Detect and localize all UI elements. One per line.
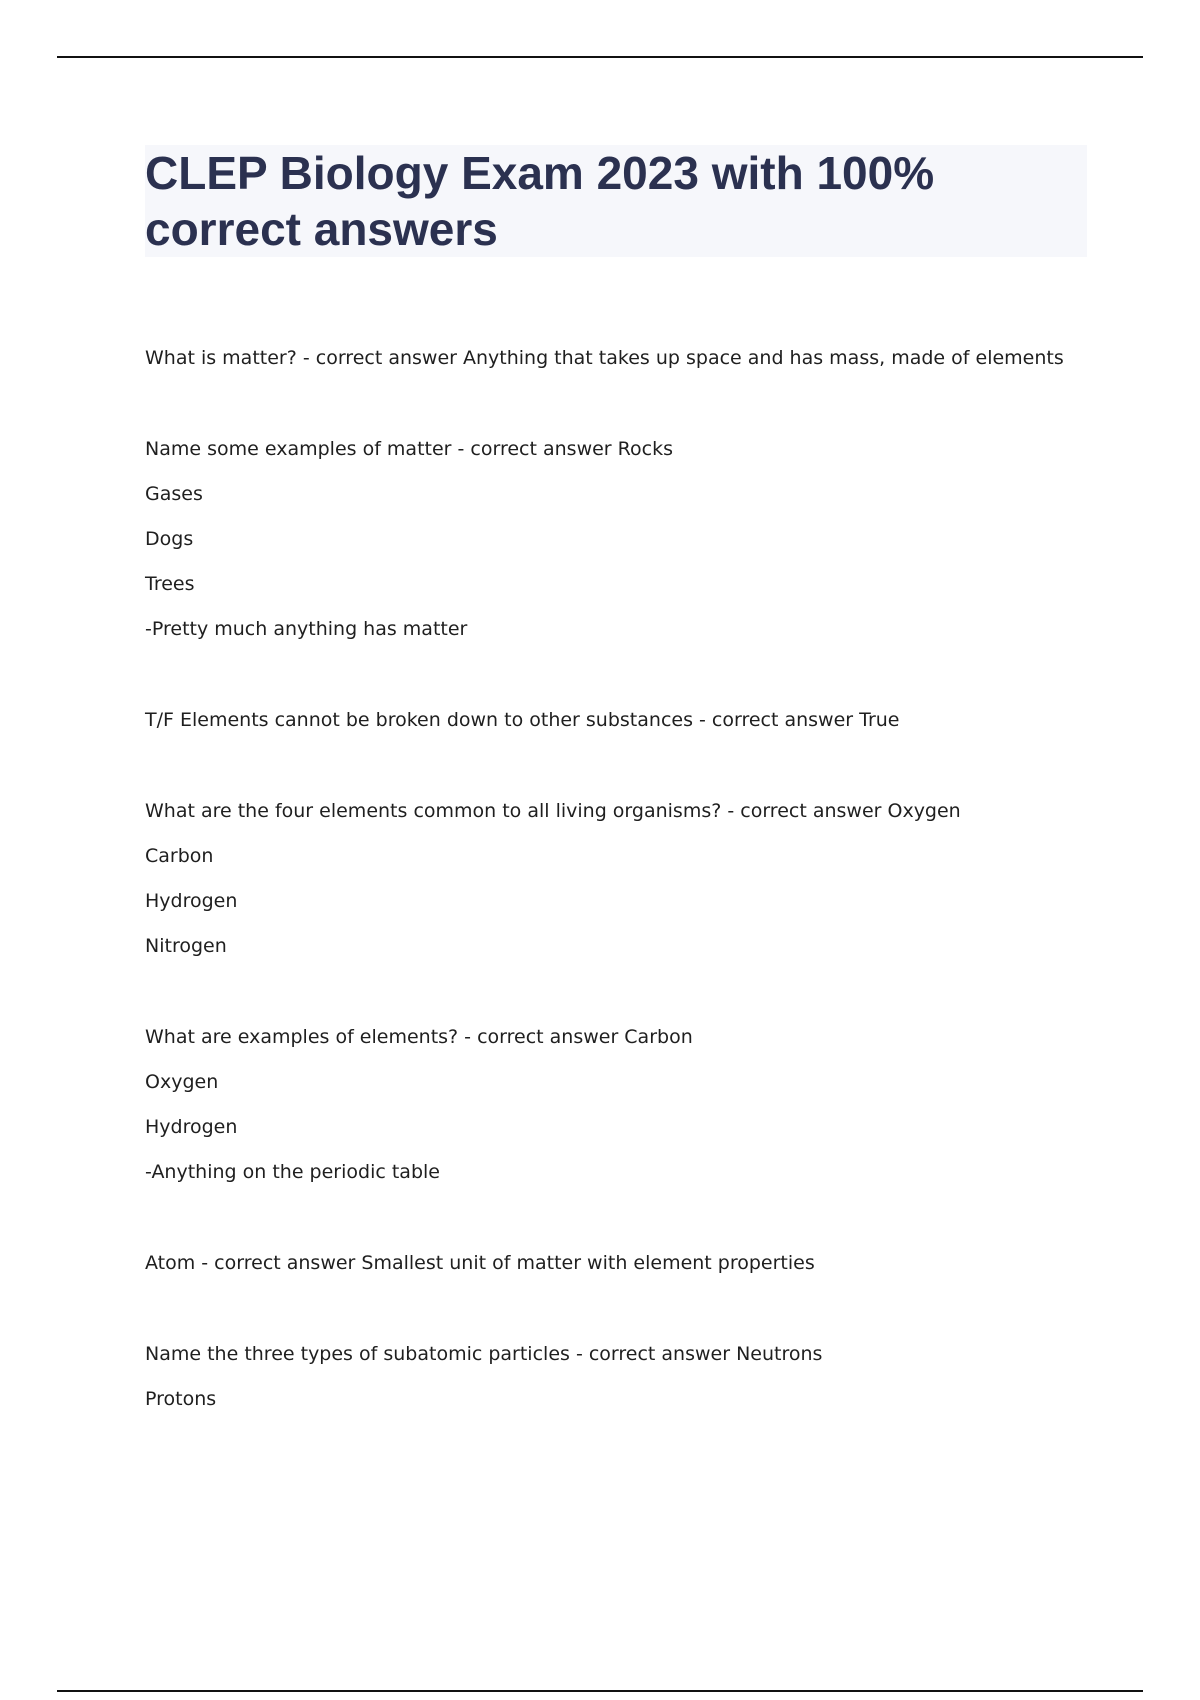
qa-line: Nitrogen (145, 935, 227, 957)
qa-line: -Pretty much anything has matter (145, 618, 468, 640)
qa-line: Dogs (145, 528, 194, 550)
title-block (145, 145, 1087, 257)
qa-line: -Anything on the periodic table (145, 1161, 440, 1183)
qa-line: What are the four elements common to all living organisms? - correct answer Oxygen (145, 800, 961, 822)
qa-line: Trees (145, 573, 195, 595)
qa-line: Carbon (145, 845, 214, 867)
qa-line: What are examples of elements? - correct answer Carbon (145, 1026, 693, 1048)
entry-gap (145, 743, 1095, 789)
qa-line: Hydrogen (145, 1116, 238, 1138)
entry-gap (145, 1195, 1095, 1241)
bottom-rule (57, 1690, 1143, 1692)
title-line-1: CLEP Biology Exam 2023 with 100% (145, 147, 935, 199)
qa-line: Name the three types of subatomic particles - correct answer Neutrons (145, 1343, 823, 1365)
entry-gap (145, 969, 1095, 1015)
qa-line: What is matter? - correct answer Anything that takes up space and has mass, made of elements (145, 347, 1064, 369)
qa-line: Gases (145, 483, 203, 505)
qa-content (145, 336, 1095, 1422)
qa-line: Name some examples of matter - correct answer Rocks (145, 438, 673, 460)
entry-gap (145, 652, 1095, 698)
qa-line: Atom - correct answer Smallest unit of matter with element properties (145, 1252, 815, 1274)
top-rule (57, 56, 1143, 58)
qa-line: Oxygen (145, 1071, 219, 1093)
qa-line: Hydrogen (145, 890, 238, 912)
qa-line: T/F Elements cannot be broken down to other substances - correct answer True (145, 709, 900, 731)
entry-gap (145, 1286, 1095, 1332)
entry-gap (145, 381, 1095, 427)
document-title (145, 145, 1087, 257)
title-line-2: correct answers (145, 203, 498, 255)
qa-line: Protons (145, 1388, 217, 1410)
